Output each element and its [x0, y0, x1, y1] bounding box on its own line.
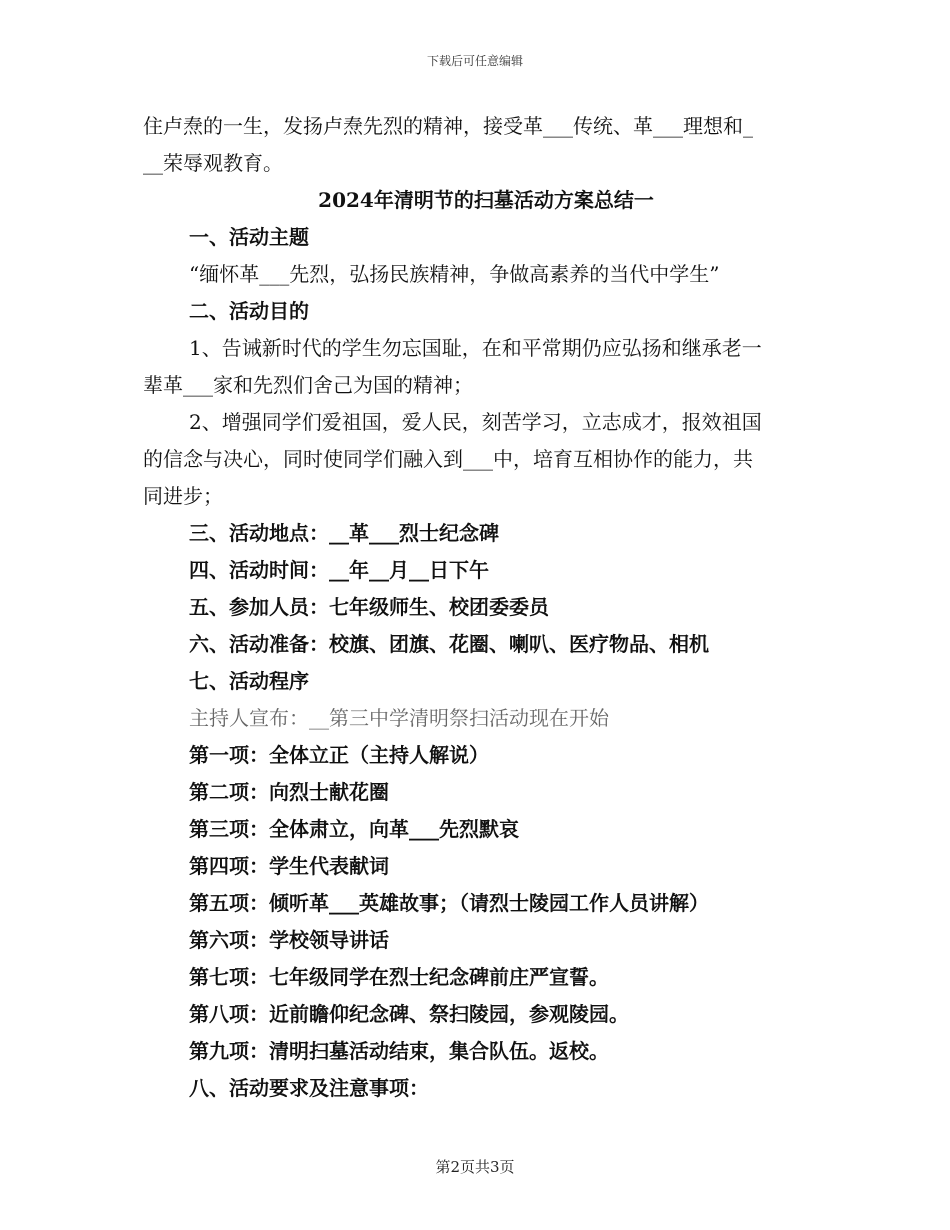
section-heading: 八、活动要求及注意事项： — [189, 1076, 429, 1100]
section-heading: 二、活动目的 — [189, 299, 309, 323]
section-heading: 一、活动主题 — [189, 225, 309, 249]
section-heading: 第一项：全体立正（主持人解说） — [189, 743, 489, 767]
text-line: 主持人宣布：__第三中学清明祭扫活动现在开始 — [189, 706, 609, 730]
section-heading: 第六项：学校领导讲话 — [189, 928, 389, 952]
text-line: 的信念与决心，同时使同学们融入到___中，培育互相协作的能力，共 — [143, 447, 753, 471]
text-line: __荣辱观教育。 — [143, 151, 283, 175]
document-title: 2024年清明节的扫墓活动方案总结一 — [318, 188, 654, 212]
section-heading: 四、活动时间：__年__月__日下午 — [189, 558, 489, 582]
text-line: 住卢焘的一生，发扬卢焘先烈的精神，接受革___传统、革___理想和_ — [143, 114, 753, 138]
section-heading: 第八项：近前瞻仰纪念碑、祭扫陵园，参观陵园。 — [189, 1002, 629, 1026]
section-heading: 第五项：倾听革___英雄故事；（请烈士陵园工作人员讲解） — [189, 891, 709, 915]
text-line: 2、增强同学们爱祖国，爱人民，刻苦学习，立志成才，报效祖国 — [189, 410, 762, 434]
text-line: 辈革___家和先烈们舍己为国的精神； — [143, 373, 473, 397]
section-heading: 第七项：七年级同学在烈士纪念碑前庄严宣誓。 — [189, 965, 609, 989]
section-heading: 第三项：全体肃立，向革___先烈默哀 — [189, 817, 519, 841]
section-heading: 七、活动程序 — [189, 669, 309, 693]
page-header: 下载后可任意编辑 — [426, 54, 523, 68]
text-line: “缅怀革___先烈，弘扬民族精神，争做高素养的当代中学生” — [189, 262, 720, 286]
section-heading: 三、活动地点：__革___烈士纪念碑 — [189, 521, 499, 545]
section-heading: 第四项：学生代表献词 — [189, 854, 389, 878]
text-line: 同进步； — [143, 484, 223, 508]
section-heading: 五、参加人员：七年级师生、校团委委员 — [189, 595, 549, 619]
page-footer: 第2页共3页 — [435, 1158, 515, 1176]
section-heading: 六、活动准备：校旗、团旗、花圈、喇叭、医疗物品、相机 — [189, 632, 709, 656]
text-line: 1、告诫新时代的学生勿忘国耻，在和平常期仍应弘扬和继承老一 — [189, 336, 762, 360]
section-heading: 第二项：向烈士献花圈 — [189, 780, 389, 804]
document-body — [143, 108, 809, 1107]
section-heading: 第九项：清明扫墓活动结束，集合队伍。返校。 — [189, 1039, 609, 1063]
